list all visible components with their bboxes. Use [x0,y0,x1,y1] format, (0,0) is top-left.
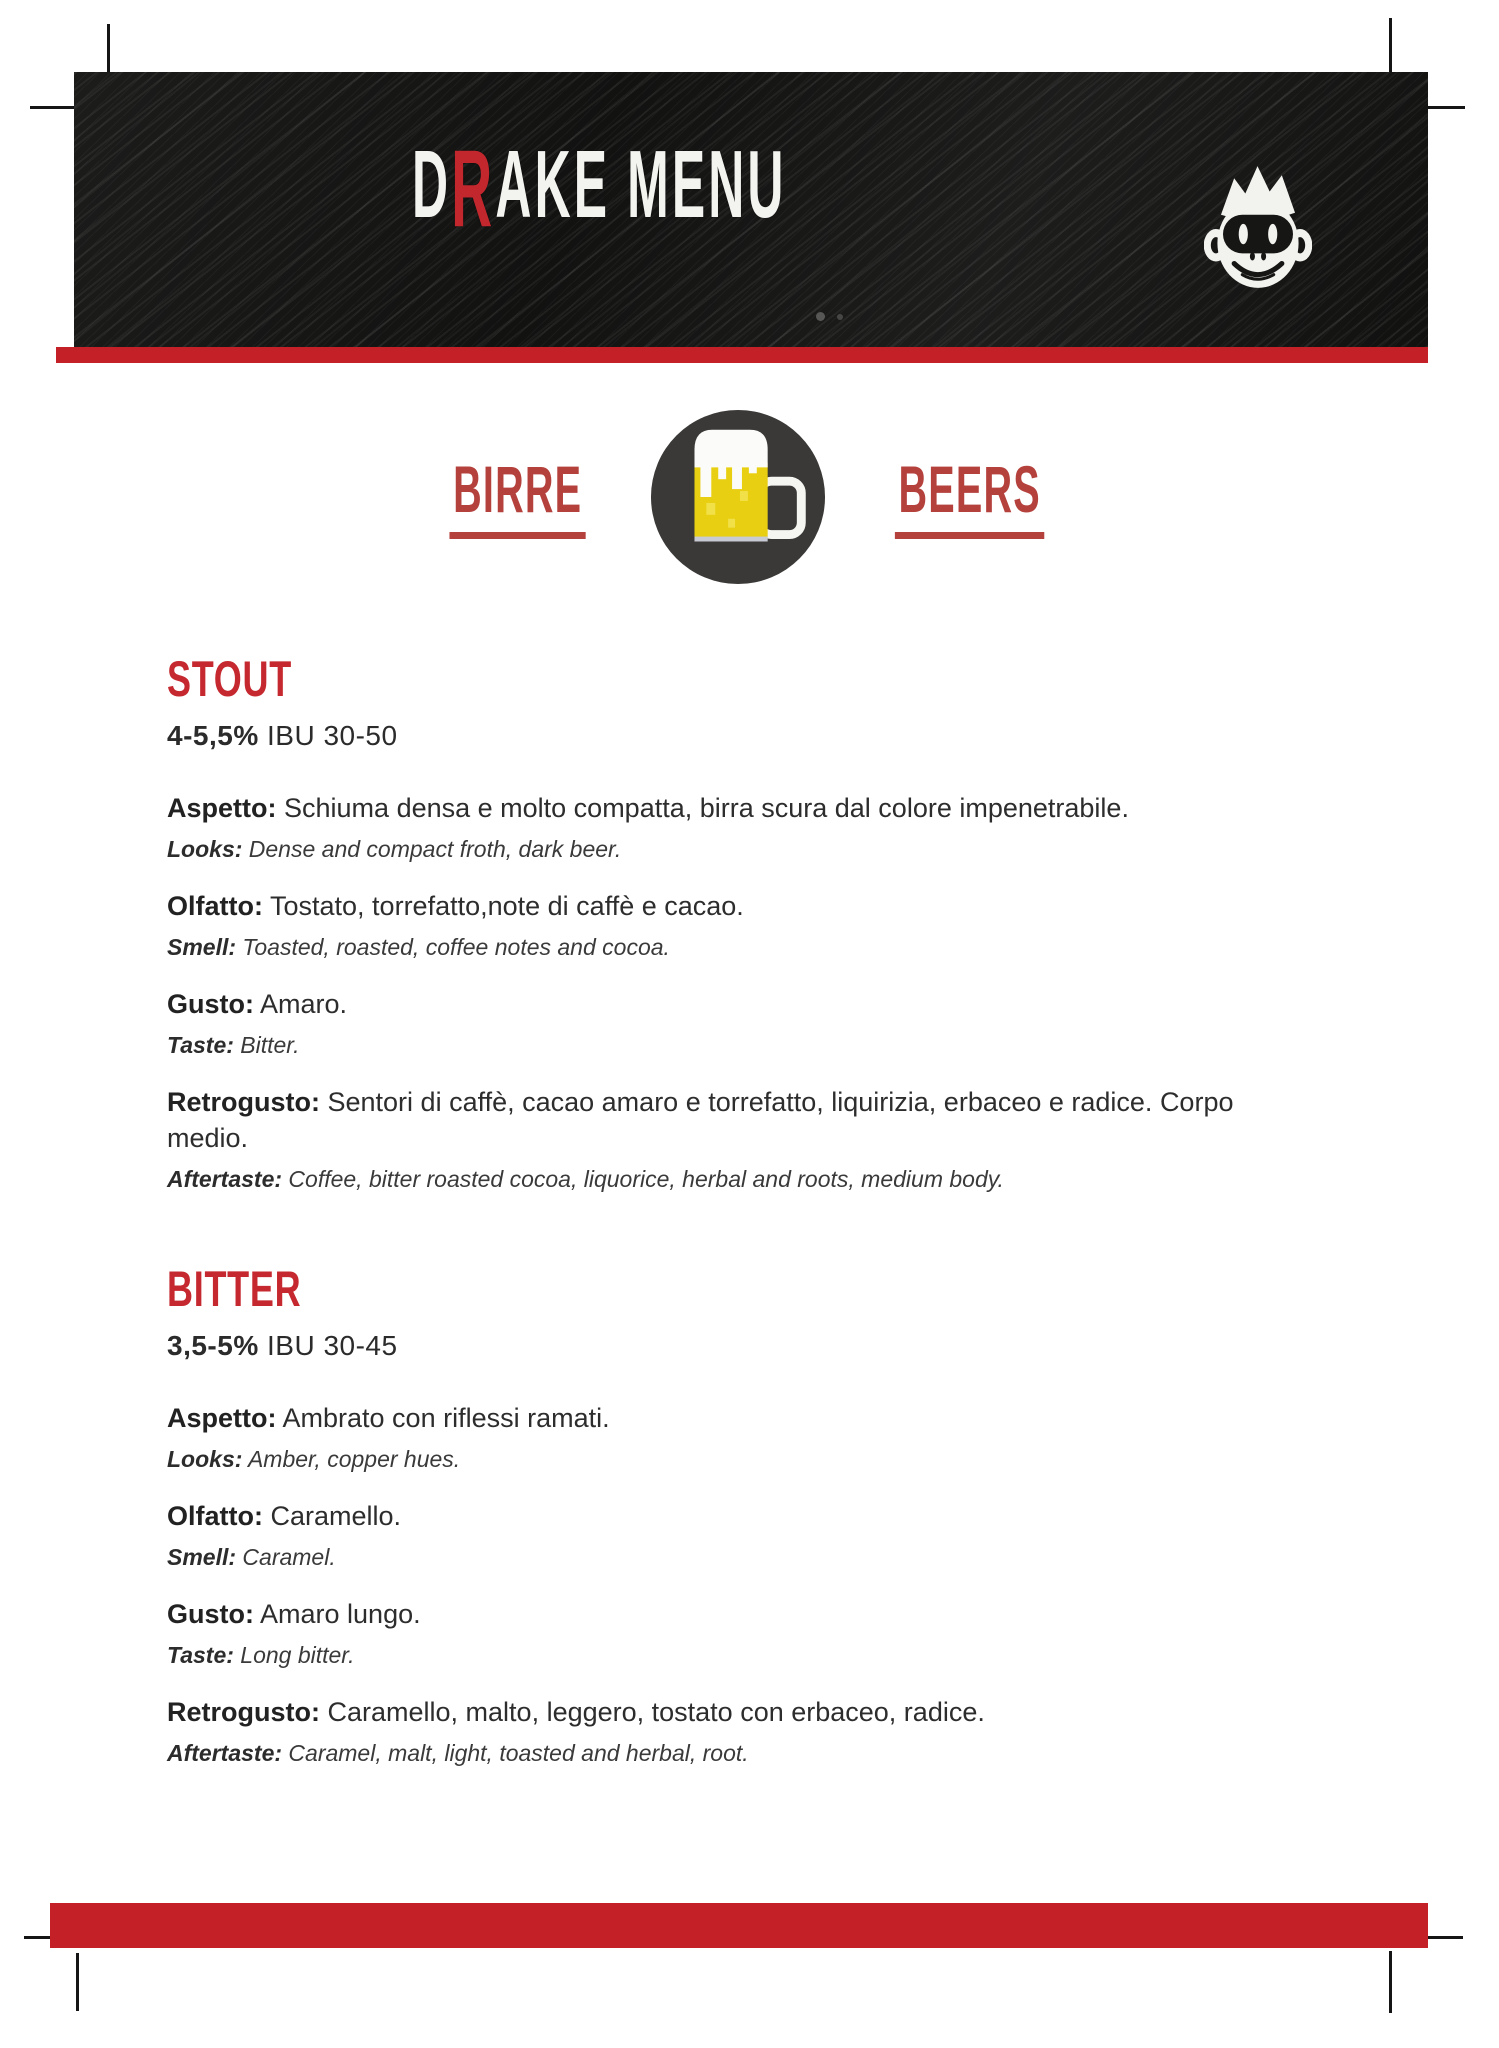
beer-name-heading: BITTER [167,1261,302,1317]
crop-mark-bottom-right-vertical [1389,1951,1392,2013]
attribute-olfatto [167,1498,1302,1572]
attribute-retrogusto [167,1084,1302,1194]
title-pre: D [412,131,452,238]
attribute-line-italian [167,1084,1302,1156]
attribute-label-en: Aftertaste: [167,1166,283,1192]
attribute-text-it: Caramello. [270,1501,402,1531]
attribute-olfatto [167,888,1302,962]
attribute-text-it: Tostato, torrefatto,note di caffè e cacao. [270,891,744,921]
section-banner [0,408,1499,586]
crop-mark-top-right-vertical [1389,18,1392,78]
attribute-line-english [167,1164,1302,1194]
attribute-text-it: Ambrato con riflessi ramati. [282,1403,610,1433]
attribute-text-en: Caramel, malt, light, toasted and herbal, root. [288,1740,749,1766]
attribute-gusto [167,986,1302,1060]
attribute-line-english [167,834,1302,864]
page-title [412,126,787,250]
attribute-label-en: Taste: [167,1642,234,1668]
beer-section-bitter [167,1261,1302,1792]
attribute-line-italian [167,888,1302,924]
attribute-line-italian [167,1596,1302,1632]
attribute-label-it: Retrogusto: [167,1087,320,1117]
attribute-line-english [167,1738,1302,1768]
attribute-line-italian [167,986,1302,1022]
crop-mark-bottom-left-vertical [76,1953,79,2011]
attribute-line-italian [167,1694,1302,1730]
attribute-text-en: Bitter. [240,1032,300,1058]
banner-label-italian: BIRRE [450,456,586,539]
attribute-aspetto [167,790,1302,864]
abv-value: 4-5,5% [167,720,259,751]
attribute-line-italian [167,1498,1302,1534]
abv-value: 3,5-5% [167,1330,259,1361]
attribute-label-en: Looks: [167,836,243,862]
beer-stats [167,1330,1302,1362]
banner-label-english: BEERS [895,456,1045,539]
attribute-retrogusto [167,1694,1302,1768]
attribute-label-it: Aspetto: [167,1403,277,1433]
attribute-label-it: Olfatto: [167,1501,263,1531]
attribute-text-en: Coffee, bitter roasted cocoa, liquorice, herbal and roots, medium body. [288,1166,1004,1192]
crop-mark-top-left-horizontal [30,106,74,109]
attribute-text-it: Sentori di caffè, cacao amaro e torrefatto, liquirizia, erbaceo e radice. Corpo medio. [167,1087,1234,1153]
attribute-label-en: Smell: [167,1544,237,1570]
attribute-text-en: Caramel. [242,1544,336,1570]
attribute-text-it: Caramello, malto, leggero, tostato con erbaceo, radice. [327,1697,985,1727]
attribute-label-it: Retrogusto: [167,1697,320,1727]
attribute-line-english [167,1444,1302,1474]
footer-red-bar [50,1903,1428,1948]
attribute-label-en: Smell: [167,934,237,960]
attribute-aspetto [167,1400,1302,1474]
chalk-dots-decoration [816,312,843,321]
attribute-text-en: Toasted, roasted, coffee notes and cocoa. [242,934,670,960]
attribute-text-it: Amaro. [260,989,348,1019]
beer-stats [167,720,1302,752]
attribute-line-italian [167,1400,1302,1436]
attribute-line-english [167,1542,1302,1572]
ibu-value: IBU 30-45 [267,1330,398,1361]
beer-section-stout [167,651,1302,1218]
attribute-label-en: Taste: [167,1032,234,1058]
attribute-text-it: Amaro lungo. [260,1599,421,1629]
monkey-logo-icon [1204,158,1312,300]
title-post: AKE MENU [495,131,787,238]
header-red-strip [56,347,1428,363]
attribute-line-english [167,1030,1302,1060]
header-banner [74,72,1428,347]
attribute-line-english [167,932,1302,962]
attribute-label-it: Olfatto: [167,891,263,921]
attribute-text-en: Dense and compact froth, dark beer. [248,836,622,862]
attribute-text-it: Schiuma densa e molto compatta, birra scura dal colore impenetrabile. [284,793,1129,823]
ibu-value: IBU 30-50 [267,720,398,751]
attribute-text-en: Long bitter. [240,1642,355,1668]
title-accent-letter: R [451,128,496,250]
beer-mug-icon [649,408,827,586]
attribute-label-en: Aftertaste: [167,1740,283,1766]
attribute-line-italian [167,790,1302,826]
attribute-label-it: Gusto: [167,989,254,1019]
attribute-label-it: Gusto: [167,1599,254,1629]
attribute-gusto [167,1596,1302,1670]
attribute-label-it: Aspetto: [167,793,277,823]
crop-mark-top-right-horizontal [1427,106,1465,109]
beer-name-heading: STOUT [167,651,292,707]
attribute-text-en: Amber, copper hues. [247,1446,461,1472]
attribute-line-english [167,1640,1302,1670]
attribute-label-en: Looks: [167,1446,243,1472]
